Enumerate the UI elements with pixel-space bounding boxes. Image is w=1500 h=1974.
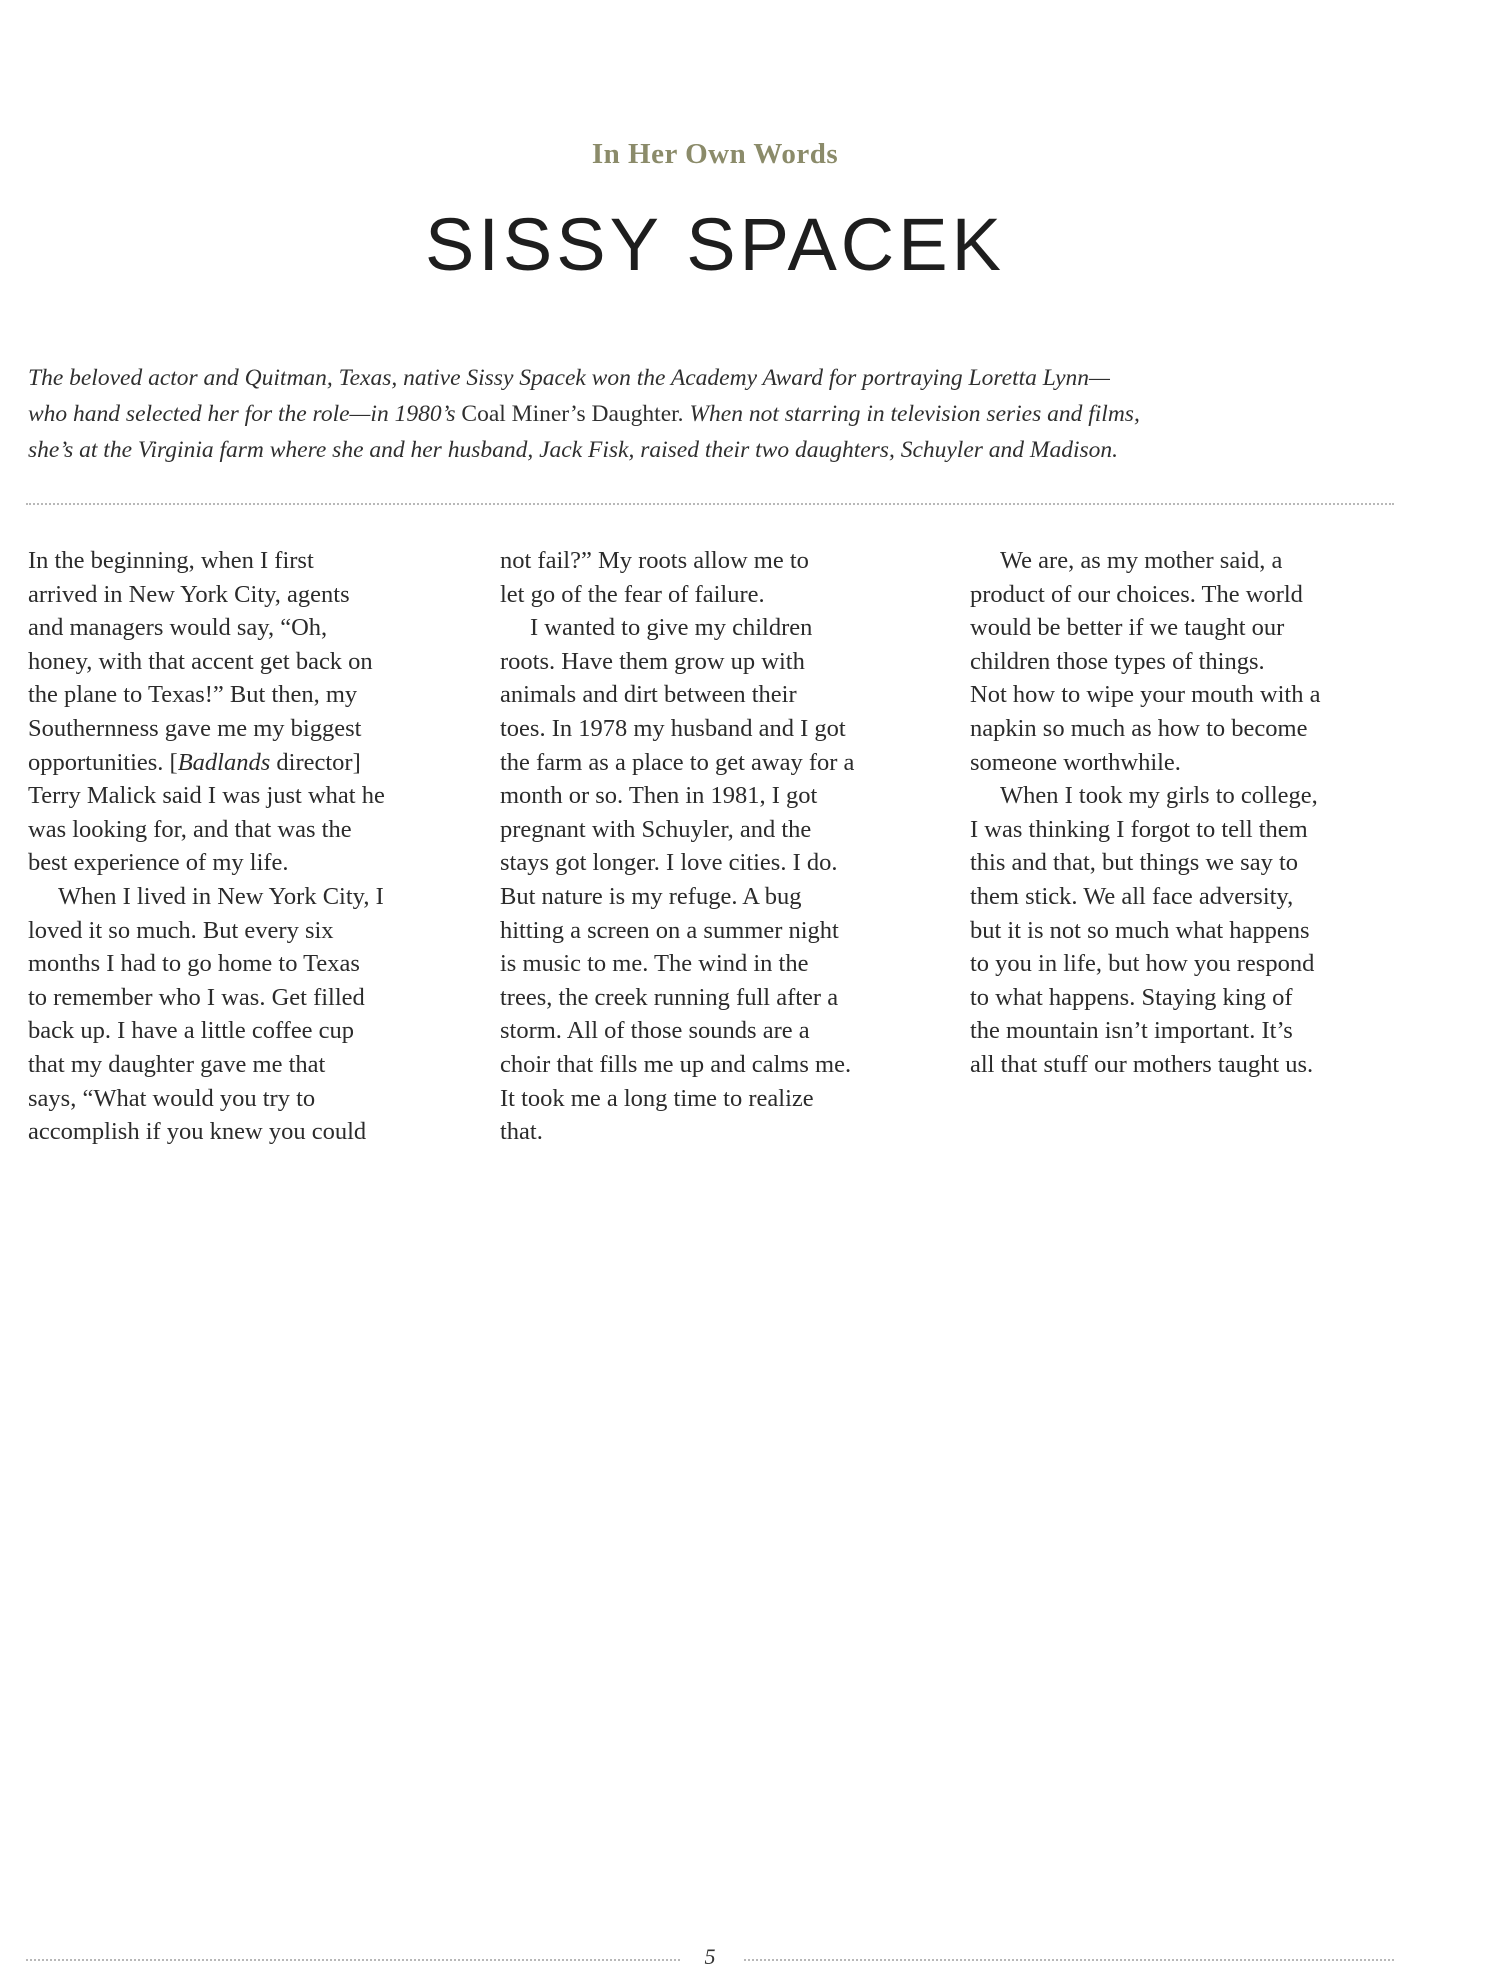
body-line <box>28 746 468 780</box>
text-column-2 <box>500 544 940 1149</box>
body-line: accomplish if you knew you could <box>28 1118 367 1146</box>
intro-paragraph <box>28 360 1400 468</box>
body-line: to what happens. Staying king of <box>970 983 1293 1011</box>
body-line: arrived in New York City, agents <box>28 580 350 608</box>
film-title: Badlands <box>177 748 271 776</box>
body-line: all that stuff our mothers taught us. <box>970 1050 1314 1078</box>
body-line: best experience of my life. <box>28 849 289 877</box>
footer-rule-right <box>744 1959 1394 1961</box>
body-line: loved it so much. But every six <box>28 916 334 944</box>
body-line: let go of the fear of failure. <box>500 580 765 608</box>
film-title: Coal Miner’s Daughter. <box>461 401 684 427</box>
body-text: director] <box>270 748 361 776</box>
body-line: hitting a screen on a summer night <box>500 916 839 944</box>
body-line: roots. Have them grow up with <box>500 647 805 675</box>
body-line: In the beginning, when I first <box>28 547 314 574</box>
intro-line <box>28 396 1400 432</box>
text-column-3 <box>970 544 1400 1082</box>
body-line: the plane to Texas!” But then, my <box>28 681 358 709</box>
article-title: SISSY SPACEK <box>425 203 1005 286</box>
body-line: trees, the creek running full after a <box>500 983 839 1011</box>
body-line: back up. I have a little coffee cup <box>28 1017 355 1045</box>
body-line: to remember who I was. Get filled <box>28 983 365 1011</box>
body-line: When I took my girls to college, <box>1000 782 1318 810</box>
body-line: children those types of things. <box>970 647 1265 675</box>
intro-text: When not starring in television series and films, <box>683 401 1140 427</box>
body-line: storm. All of those sounds are a <box>500 1017 810 1045</box>
body-line: says, “What would you try to <box>28 1084 316 1112</box>
body-line: not fail?” My roots allow me to <box>500 547 809 574</box>
body-line: and managers would say, “Oh, <box>28 614 328 642</box>
body-line: stays got longer. I love cities. I do. <box>500 849 838 877</box>
page-number: 5 <box>704 1944 716 1969</box>
body-line: But nature is my refuge. A bug <box>500 882 802 910</box>
text-column-1 <box>28 544 468 1149</box>
body-line: I was thinking I forgot to tell them <box>970 815 1308 843</box>
divider-rule <box>26 503 1394 505</box>
section-kicker: In Her Own Words <box>591 138 839 170</box>
body-line: this and that, but things we say to <box>970 849 1298 877</box>
body-line: I wanted to give my children <box>530 614 813 642</box>
body-line: them stick. We all face adversity, <box>970 882 1294 910</box>
body-line: animals and dirt between their <box>500 681 797 709</box>
body-line: Not how to wipe your mouth with a <box>970 681 1321 709</box>
body-line: someone worthwhile. <box>970 748 1181 776</box>
body-line: would be better if we taught our <box>970 614 1285 642</box>
body-line: When I lived in New York City, I <box>58 882 384 910</box>
body-line: months I had to go home to Texas <box>28 950 360 978</box>
body-line: napkin so much as how to become <box>970 714 1308 742</box>
footer-rule-left <box>26 1959 680 1961</box>
body-line: honey, with that accent get back on <box>28 647 373 675</box>
body-line: was looking for, and that was the <box>28 815 352 843</box>
body-line: to you in life, but how you respond <box>970 950 1315 978</box>
body-line: the farm as a place to get away for a <box>500 748 855 776</box>
body-line: but it is not so much what happens <box>970 916 1310 944</box>
intro-line: she’s at the Virginia farm where she and her husband, Jack Fisk, raised their two daughters, Schuyler and Madison. <box>28 437 1119 463</box>
body-line: is music to me. The wind in the <box>500 950 809 978</box>
intro-text: who hand selected her for the role—in 1980’s <box>28 401 462 427</box>
body-text: opportunities. [ <box>28 748 178 776</box>
intro-line: The beloved actor and Quitman, Texas, native Sissy Spacek won the Academy Award for portraying Loretta Lynn— <box>28 365 1110 391</box>
body-line: that. <box>500 1118 543 1146</box>
body-line: We are, as my mother said, a <box>1000 547 1283 574</box>
body-line: choir that fills me up and calms me. <box>500 1050 852 1078</box>
body-line: product of our choices. The world <box>970 580 1303 608</box>
body-line: toes. In 1978 my husband and I got <box>500 714 846 742</box>
body-line: month or so. Then in 1981, I got <box>500 782 818 810</box>
body-line: Southernness gave me my biggest <box>28 714 362 742</box>
body-line: the mountain isn’t important. It’s <box>970 1017 1293 1045</box>
body-line: Terry Malick said I was just what he <box>28 782 385 810</box>
body-line: pregnant with Schuyler, and the <box>500 815 812 843</box>
body-line: It took me a long time to realize <box>500 1084 814 1112</box>
body-line: that my daughter gave me that <box>28 1050 326 1078</box>
